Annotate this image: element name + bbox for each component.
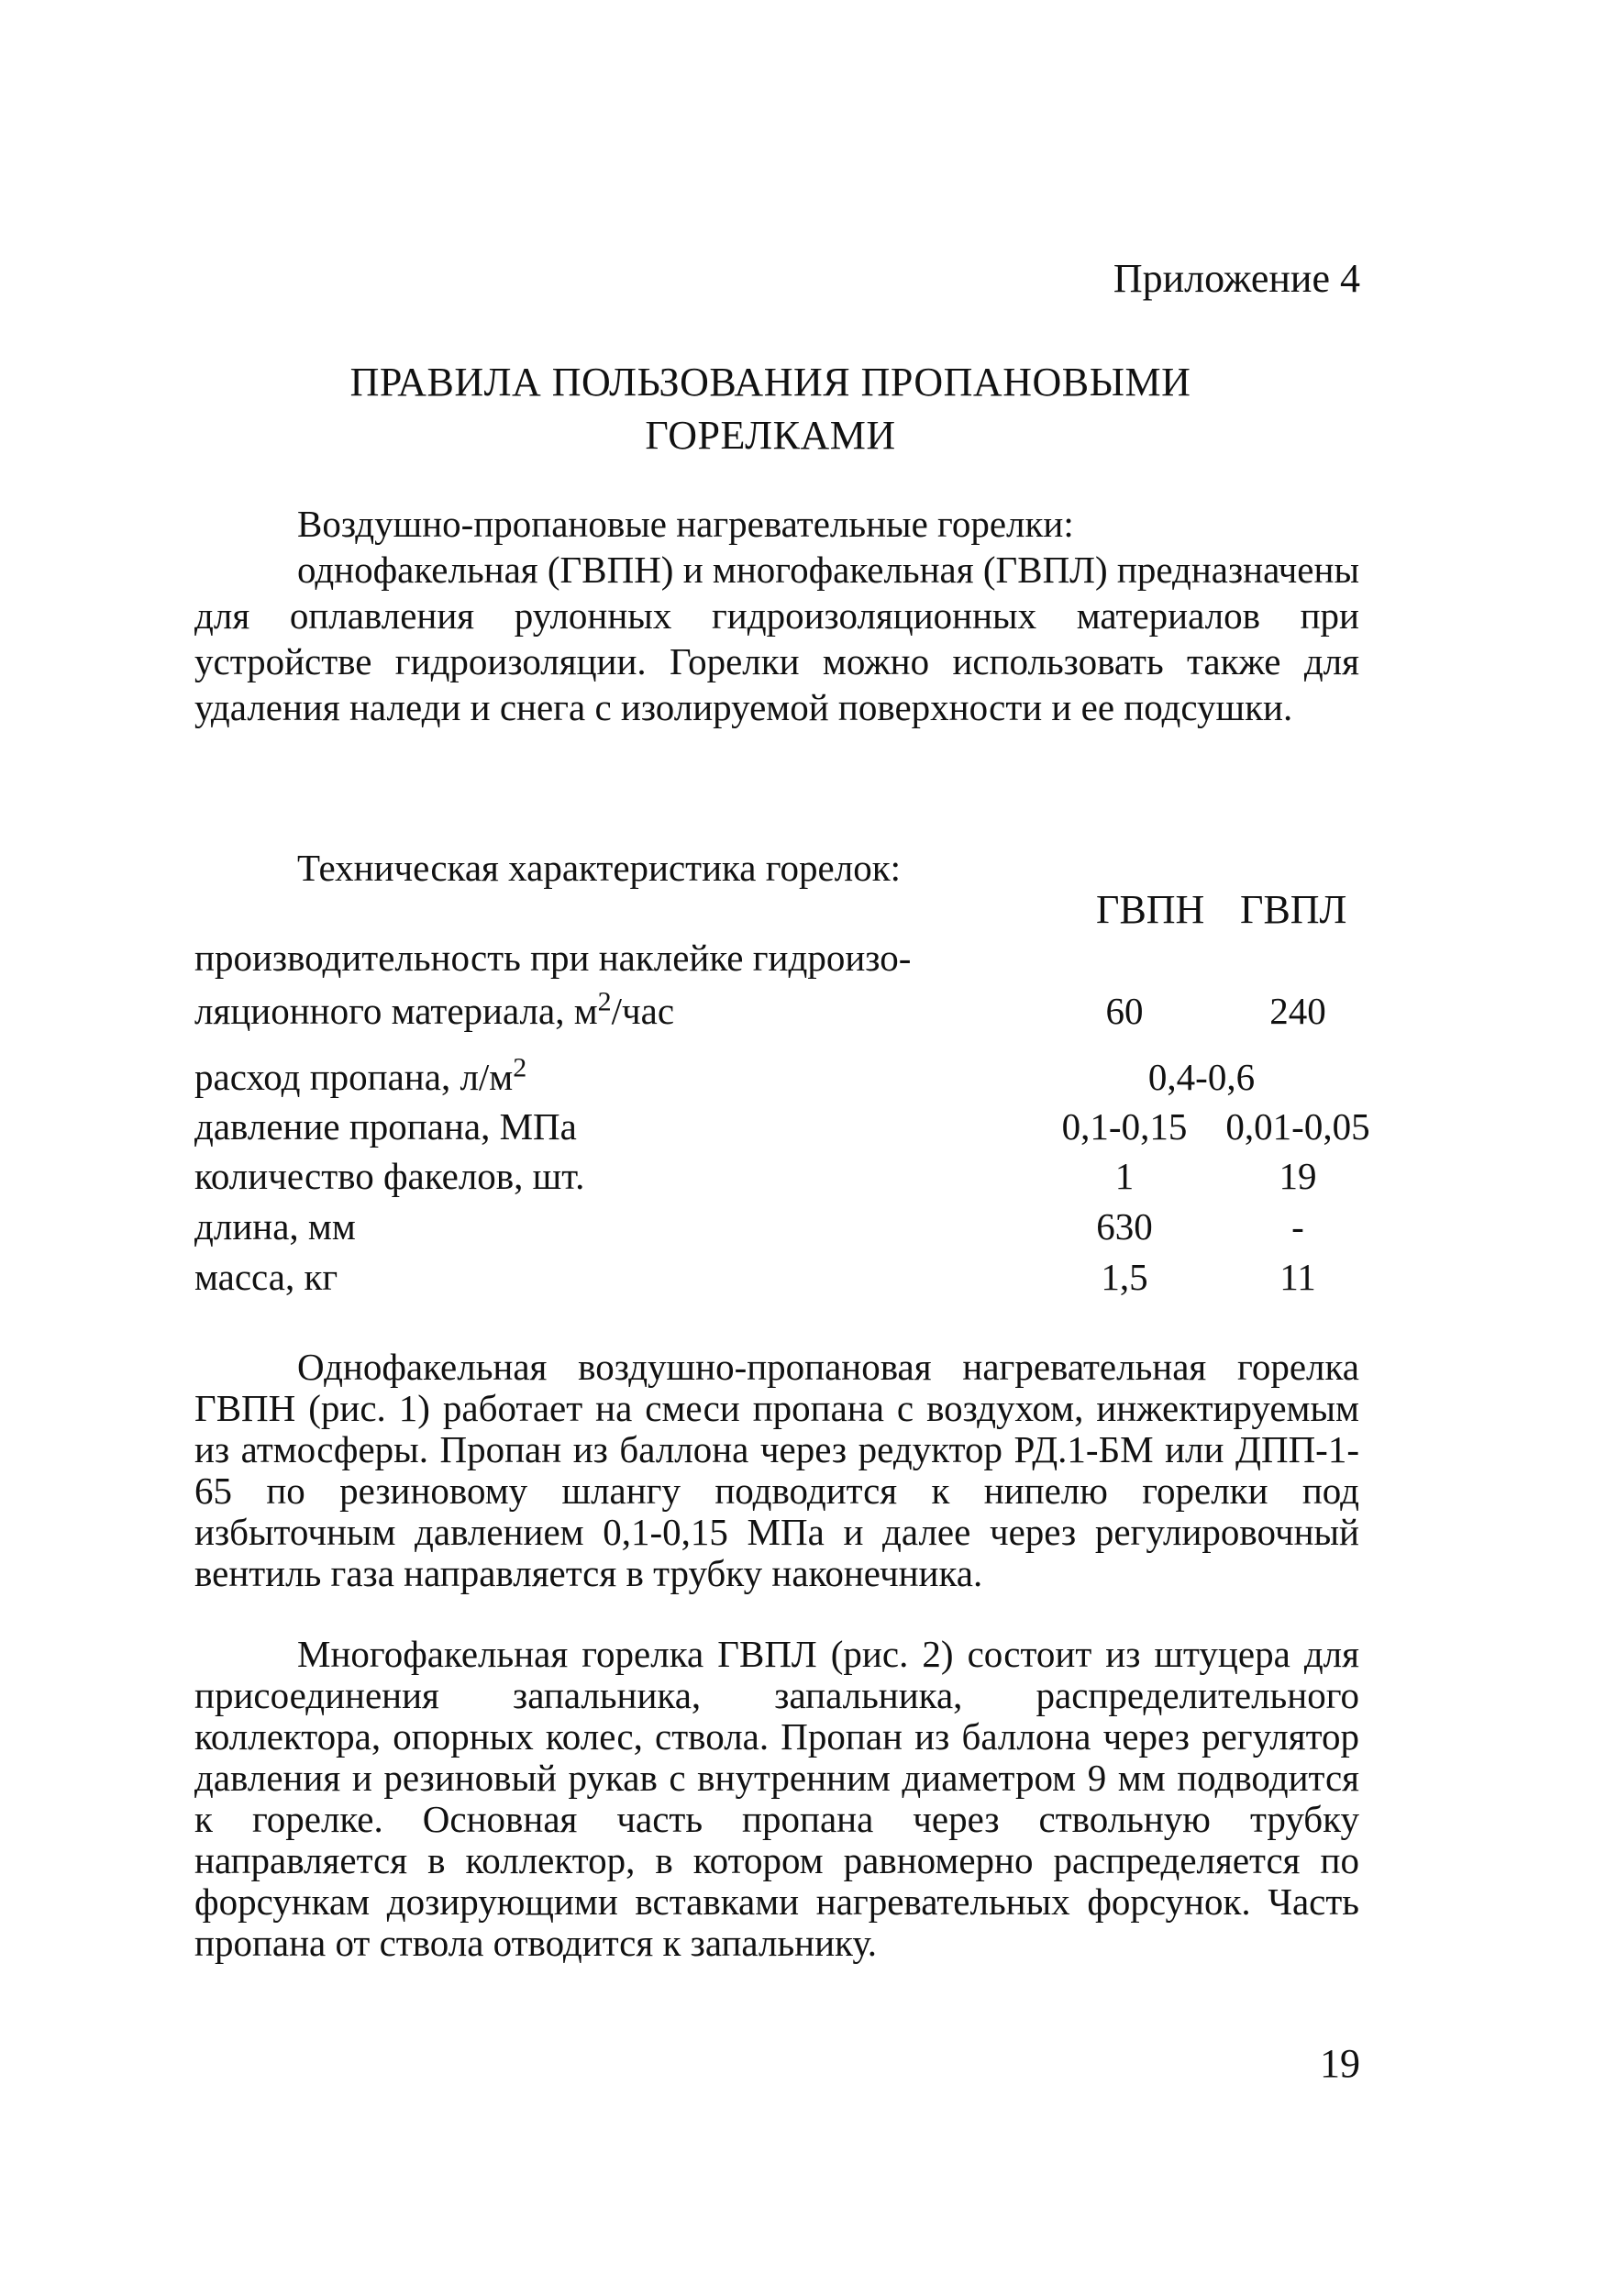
spec-value-gvpl: 19 xyxy=(1279,1155,1317,1197)
spec-value-gvpn: 630 xyxy=(1096,1205,1153,1248)
spec-label-torch-count: количество факелов, шт. xyxy=(194,1155,585,1197)
page-number: 19 xyxy=(1320,2041,1360,2086)
intro-paragraph xyxy=(194,501,1359,730)
column-header-gvpl: ГВПЛ xyxy=(1240,887,1347,932)
column-header-gvpn: ГВПН xyxy=(1096,887,1205,932)
spec-value-gvpl: 0,01-0,05 xyxy=(1225,1105,1370,1148)
paragraph-gvpn-text: Однофакельная воздушно-пропановая нагревательная горелка ГВПН (рис. 1) работает на смеси пропана с воздухом, инжектируемым из атмосферы. Пропан из баллона через редуктор РД.1-БМ или ДПП-1-65 по резиновому шлангу подводится к нипелю горелки под избыточным давлением 0,1-0,15 МПа и далее через регулировочный вентиль газа направляется в трубку наконечника. xyxy=(194,1346,1359,1594)
spec-label-productivity-line2 xyxy=(194,986,675,1033)
specs-heading: Техническая характеристика горелок: xyxy=(297,847,902,889)
spec-label-mass: масса, кг xyxy=(194,1256,338,1298)
paragraph-gvpl xyxy=(194,1634,1359,1964)
spec-label-consumption xyxy=(194,1052,527,1099)
title-line-1: ПРАВИЛА ПОЛЬЗОВАНИЯ ПРОПАНОВЫМИ xyxy=(349,360,1191,405)
spec-value-shared: 0,4-0,6 xyxy=(1147,1056,1256,1098)
spec-value-gvpn: 1,5 xyxy=(1101,1256,1148,1298)
spec-label-text: расход пропана, л/м xyxy=(194,1056,514,1098)
title-line-2: ГОРЕЛКАМИ xyxy=(645,413,896,458)
spec-label-suffix: /час xyxy=(611,990,675,1032)
spec-label-pressure: давление пропана, МПа xyxy=(194,1105,577,1148)
spec-value-gvpn: 0,1-0,15 xyxy=(1061,1105,1188,1148)
page-title xyxy=(183,356,1357,462)
appendix-label: Приложение 4 xyxy=(1113,256,1360,301)
intro-lead: Воздушно-пропановые нагревательные горелки: xyxy=(297,503,1074,545)
spec-value-gvpl: 11 xyxy=(1279,1256,1316,1298)
spec-value-gvpn: 1 xyxy=(1114,1155,1135,1197)
spec-value-gvpl: 240 xyxy=(1269,990,1326,1032)
superscript: 2 xyxy=(597,986,612,1017)
spec-label-text: ляционного материала, м xyxy=(194,990,598,1032)
spec-value-gvpl: - xyxy=(1291,1205,1304,1248)
paragraph-gvpl-text: Многофакельная горелка ГВПЛ (рис. 2) состоит из штуцера для присоединения запальника, запальника, распределительного коллектора, опорных колес, ствола. Пропан из баллона через регулятор давления и резиновый рукав с внутренним диаметром 9 мм подводится к горелке. Основная часть пропана через ствольную трубку направляется в коллектор, в котором равномерно распределяется по форсункам дозирующими вставками нагревательных форсунок. Часть пропана от ствола отводится к запальнику. xyxy=(194,1633,1359,1964)
superscript: 2 xyxy=(513,1052,527,1083)
spec-value-gvpn: 60 xyxy=(1105,990,1144,1032)
spec-label-length: длина, мм xyxy=(194,1205,356,1248)
intro-text: однофакельная (ГВПН) и многофакельная (ГВПЛ) предназначены для оплавления рулонных гидроизоляционных материалов при устройстве гидроизоляции. Горелки можно использовать также для удаления наледи и снега с изолируемой поверхности и ее подсушки. xyxy=(194,549,1359,728)
spec-label-productivity-line1: производительность при наклейке гидроизо- xyxy=(194,937,912,979)
paragraph-gvpn xyxy=(194,1347,1359,1594)
